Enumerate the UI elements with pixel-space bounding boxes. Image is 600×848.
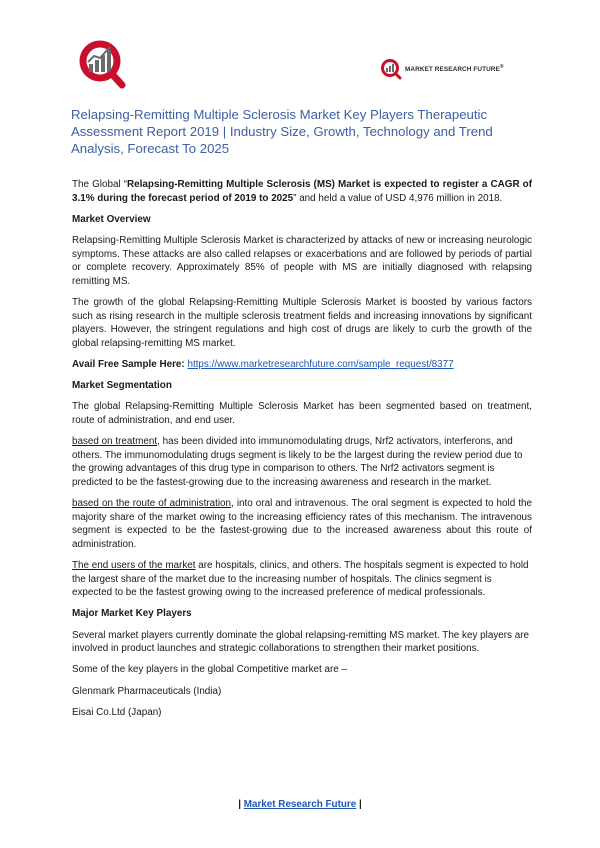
end-user-paragraph: The end users of the market are hospitals, clinics, and others. The hospitals segment is expected to hold the largest share of the market due to the increasing number of hospitals. The clinics segment is expected to be the fastest growing owing to the increased preference of medical professionals.: [72, 560, 529, 599]
sample-line: Avail Free Sample Here: https://www.marketresearchfuture.com/sample_request/8377: [72, 358, 454, 370]
registered-mark: ®: [499, 64, 504, 71]
logo-left: [76, 36, 130, 90]
document-title: Relapsing-Remitting Multiple Sclerosis Market Key Players Therapeutic Assessment Report 2019 | Industry Size, Growth, Technology and Trend Analysis, Forecast To 2025: [71, 107, 493, 156]
intro-paragraph: The Global “Relapsing-Remitting Multiple Sclerosis (MS) Market is expected to register a CAGR of 3.1% during the forecast period of 2019 to 2025” and held a value of USD 4,976 million in 2018.: [72, 179, 532, 204]
mrf-small-logo-icon: [380, 58, 402, 80]
overview-paragraph-2: The growth of the global Relapsing-Remitting Multiple Sclerosis Market is boosted by various factors such as rising research in the multiple sclerosis treatment fields and increasing innovations by significant players. However, the stringent regulations and high cost of drugs are likely to curb the growth of the global relapsing-remitting MS market.: [72, 296, 532, 349]
overview-paragraph-1: Relapsing-Remitting Multiple Sclerosis Market is characterized by attacks of new or increasing neurologic symptoms. These attacks are also called relapses or exacerbations and are followed by periods of partial or complete recovery. Approximately 85% of people with MS are initially diagnosed with relapsing remitting MS.: [72, 234, 532, 287]
player-item: Glenmark Pharmaceuticals (India): [72, 685, 222, 697]
mrf-logo-icon: [76, 36, 130, 90]
players-heading: Major Market Key Players: [72, 608, 192, 620]
players-paragraph-1: Several market players currently dominate the global relapsing-remitting MS market. The key players are involved in product launches and strategic collaborations to strengthen their market positions.: [72, 629, 530, 655]
logo-right: [380, 58, 504, 80]
document-body: [72, 178, 532, 727]
treatment-paragraph: based on treatment, has been divided into immunomodulating drugs, Nrf2 activators, interferons, and others. The immunomodulating drugs segment is likely to be the largest during the review period due to the growing advantages of this drug type in comparison to others. The Nrf2 activators segment is predicted to be the fastest-growing due to the increasing awareness and research in the market.: [72, 436, 523, 488]
footer: | Market Research Future |: [238, 799, 362, 810]
overview-heading: Market Overview: [72, 213, 151, 225]
player-item: Eisai Co.Ltd (Japan): [72, 706, 162, 718]
footer-link[interactable]: Market Research Future: [243, 799, 357, 810]
segmentation-paragraph: The global Relapsing-Remitting Multiple Sclerosis Market has been segmented based on treatment, route of administration, and end user.: [72, 401, 532, 426]
route-paragraph: based on the route of administration, into oral and intravenous. The oral segment is expected to hold the majority share of the market owing to the increasing efficiency rates of this mechanism. The intravenous segment is expected to be the fastest-growing due to the increased awareness about this route of administration.: [72, 498, 532, 550]
sample-link[interactable]: https://www.marketresearchfuture.com/sample_request/8377: [187, 358, 454, 370]
brand-name: MARKET RESEARCH FUTURE®: [405, 64, 504, 74]
segmentation-heading: Market Segmentation: [72, 380, 172, 392]
players-paragraph-2: Some of the key players in the global Competitive market are –: [72, 664, 347, 676]
